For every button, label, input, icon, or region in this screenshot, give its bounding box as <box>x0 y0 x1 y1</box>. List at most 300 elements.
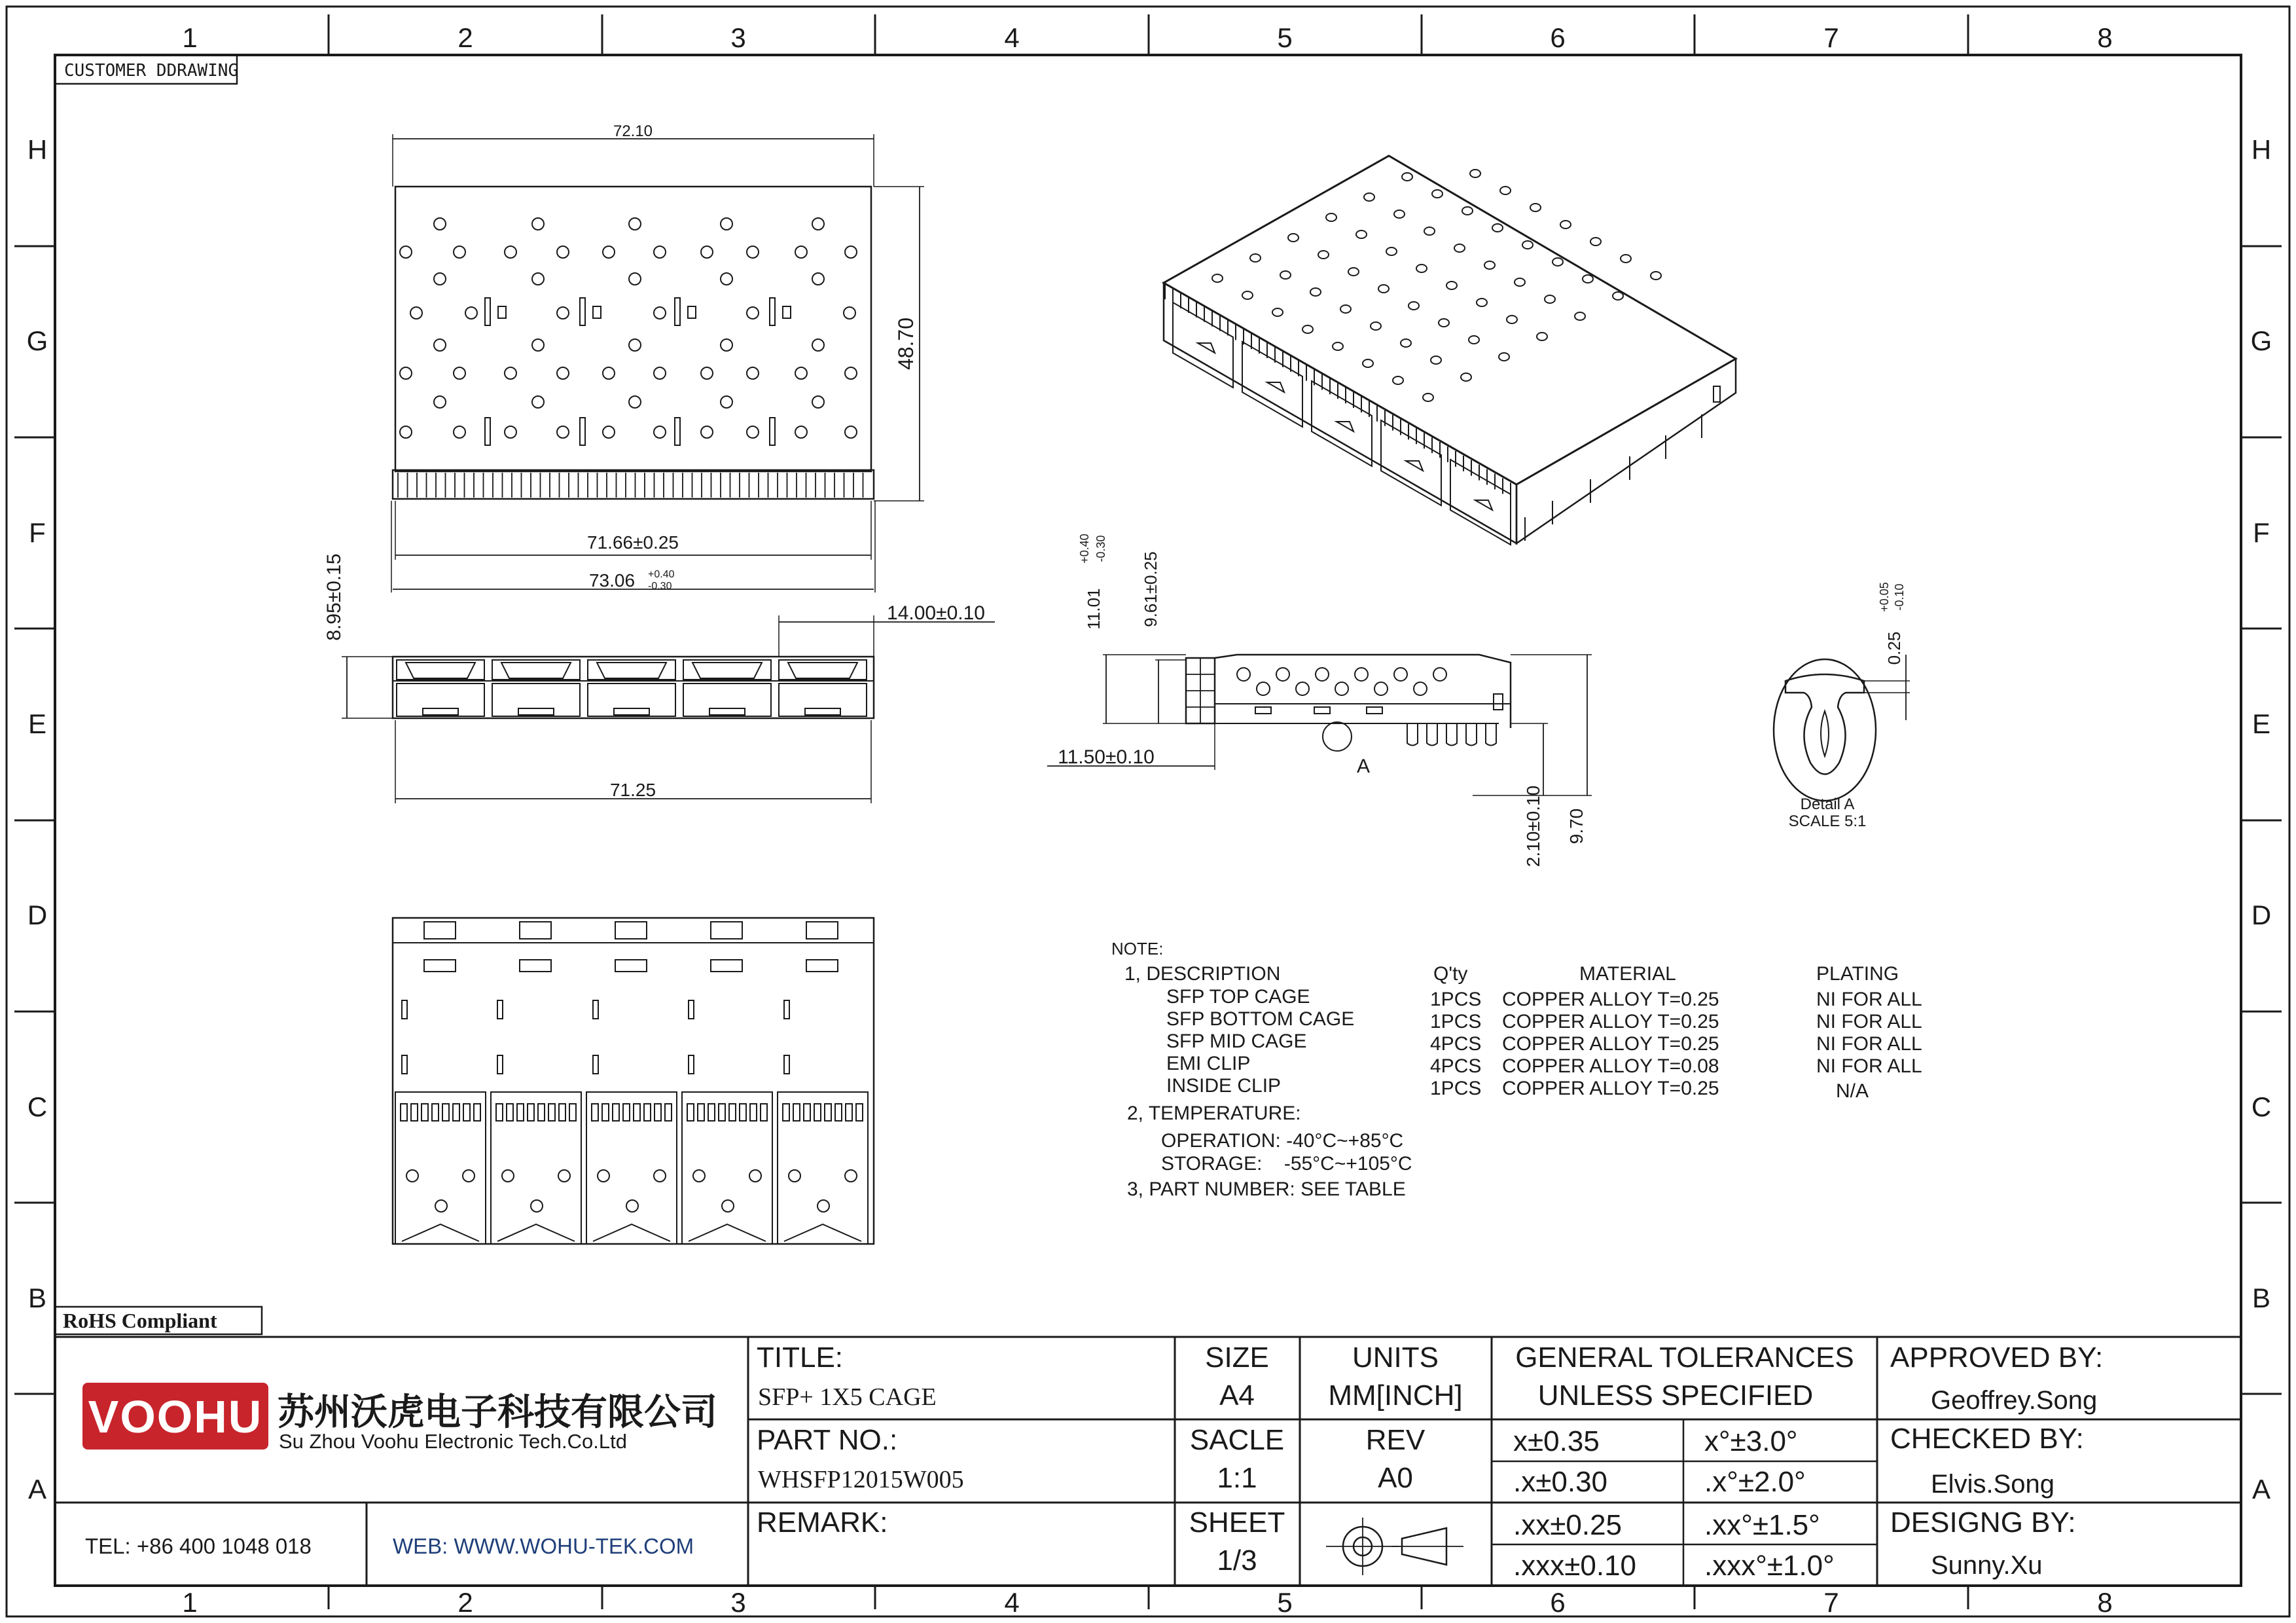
vent-hole <box>721 273 732 285</box>
col-label: 4 <box>1004 1587 1020 1618</box>
vent-hole <box>1302 325 1313 333</box>
row-label: H <box>27 134 48 165</box>
emi-finger <box>463 1104 470 1121</box>
notes-desc: EMI CLIP <box>1166 1053 1251 1074</box>
vent-hole <box>1433 668 1446 681</box>
row-label: F <box>29 517 46 548</box>
col-label: 7 <box>1823 1587 1839 1618</box>
vent-hole <box>434 218 446 230</box>
rev-value: A0 <box>1378 1462 1413 1494</box>
notes-operation: OPERATION: -40°C~+85°C <box>1161 1130 1404 1152</box>
notes-material: COPPER ALLOY T=0.25 <box>1502 1033 1719 1055</box>
tolerance-angular: .xxx°±1.0° <box>1704 1550 1835 1582</box>
port-latch <box>788 663 857 678</box>
vent-hole <box>1423 393 1433 401</box>
slot-mark <box>784 1055 789 1074</box>
vent-hole <box>812 339 824 351</box>
vent-hole <box>1507 316 1517 323</box>
col-label: 1 <box>182 1587 198 1618</box>
emi-finger <box>761 1104 767 1121</box>
press-fit-pin <box>1427 723 1437 746</box>
port-latch <box>1475 500 1492 510</box>
pin-tab <box>1314 707 1330 714</box>
vent-hole <box>1537 333 1547 340</box>
mount-hole <box>654 1170 666 1182</box>
vent-hole <box>1545 295 1555 303</box>
vent-hole <box>1432 190 1443 198</box>
port-bay <box>395 1092 486 1244</box>
port-latch <box>597 663 666 678</box>
dim-top-outer-plus: +0.40 <box>648 569 675 580</box>
dim-detail-thickness: 0.25 <box>1884 631 1904 665</box>
mount-hole <box>406 1170 418 1182</box>
vent-hole <box>505 367 516 379</box>
col-label: 1 <box>182 22 198 53</box>
port-opening <box>683 684 771 716</box>
vent-hole <box>812 396 824 408</box>
vent-hole <box>1288 234 1299 242</box>
port-latch <box>1267 382 1284 392</box>
vent-hole <box>1393 376 1403 384</box>
emi-finger <box>825 1104 831 1121</box>
col-label: 2 <box>457 22 473 53</box>
col-label: 8 <box>2097 1587 2113 1618</box>
vent-hole <box>1575 312 1585 320</box>
latch-tab <box>806 922 838 939</box>
tolerance-angular: x°±3.0° <box>1704 1425 1798 1457</box>
slot-mark <box>783 306 791 318</box>
vent-hole <box>1276 668 1289 681</box>
tolerance-title-2: UNLESS SPECIFIED <box>1537 1379 1814 1412</box>
vent-hole <box>532 339 544 351</box>
vent-hole <box>454 246 465 258</box>
notes-item3: 3, PART NUMBER: SEE TABLE <box>1127 1178 1406 1200</box>
vent-hole <box>1613 292 1623 300</box>
isometric-top-holes <box>1212 170 1661 401</box>
port-latch <box>501 663 571 678</box>
slot-mark <box>402 1055 407 1074</box>
vent-hole <box>747 426 759 438</box>
emi-finger <box>592 1104 598 1121</box>
vent-hole <box>795 246 807 258</box>
col-label: 3 <box>730 1587 746 1618</box>
slot-mark <box>675 418 680 445</box>
vent-hole <box>532 218 544 230</box>
port-latch <box>1406 461 1423 471</box>
slot-mark <box>485 298 490 325</box>
vent-hole <box>812 273 824 285</box>
size-value: A4 <box>1219 1379 1255 1412</box>
mount-hole <box>693 1170 705 1182</box>
vent-hole <box>654 246 666 258</box>
vent-hole <box>1470 170 1480 177</box>
row-label: F <box>2253 517 2270 548</box>
emi-finger <box>740 1104 746 1121</box>
vent-hole <box>1318 251 1329 259</box>
title-block-text <box>757 1341 2103 1582</box>
part-no-value: WHSFP12015W005 <box>758 1466 964 1493</box>
vent-hole <box>721 396 732 408</box>
vent-hole <box>1621 255 1631 263</box>
emi-finger <box>687 1104 694 1121</box>
port-bay <box>586 1092 677 1244</box>
row-label: B <box>2251 1283 2271 1313</box>
slot-mark <box>675 298 680 325</box>
col-label: 4 <box>1004 22 1020 53</box>
vent-hole <box>845 246 857 258</box>
port-latch <box>1336 422 1354 431</box>
mount-hole <box>626 1200 638 1212</box>
vent-hole <box>454 367 465 379</box>
emi-finger <box>548 1104 555 1121</box>
vent-hole <box>1374 682 1388 695</box>
port-opening <box>1242 342 1302 427</box>
port-pin <box>805 708 840 715</box>
slot-mark <box>497 1000 503 1019</box>
approved-value: Geoffrey.Song <box>1931 1386 2098 1415</box>
dim-front-offset: 14.00±0.10 <box>887 602 985 624</box>
emi-finger <box>750 1104 757 1121</box>
vent-hole <box>434 339 446 351</box>
notes-qty: 1PCS <box>1430 989 1482 1010</box>
emi-finger <box>507 1104 513 1121</box>
design-value: Sunny.Xu <box>1931 1551 2043 1580</box>
row-label: D <box>27 900 48 930</box>
spring-line <box>593 1224 670 1241</box>
press-fit-pin <box>1466 723 1477 746</box>
top-view-teeth <box>398 473 863 498</box>
rev-label: REV <box>1365 1424 1426 1456</box>
vent-hole <box>532 273 544 285</box>
port-latch <box>406 663 475 678</box>
side-view-pins <box>1255 707 1496 746</box>
vent-hole <box>1257 682 1270 695</box>
row-label: H <box>2251 134 2272 165</box>
title-block-lines <box>55 1337 2241 1586</box>
emi-finger <box>856 1104 863 1121</box>
pin-tab <box>1367 707 1382 714</box>
mount-hole <box>435 1200 447 1212</box>
latch-slot <box>520 960 551 972</box>
vent-hole <box>629 339 641 351</box>
dim-detail-thickness-plus: +0.05 <box>1878 582 1891 612</box>
dim-side-height-b: 9.61±0.25 <box>1141 551 1160 627</box>
notes-desc: SFP TOP CAGE <box>1166 986 1310 1008</box>
vent-hole <box>1272 308 1283 316</box>
vent-hole <box>1250 254 1261 262</box>
emi-finger <box>496 1104 503 1121</box>
tolerance-linear: .xx±0.25 <box>1513 1509 1623 1541</box>
size-label: SIZE <box>1205 1341 1269 1374</box>
emi-finger <box>665 1104 672 1121</box>
port-pin <box>709 708 745 715</box>
vent-hole <box>1237 668 1250 681</box>
vent-hole <box>654 426 666 438</box>
port-latch <box>692 663 762 678</box>
emi-finger <box>634 1104 640 1121</box>
vent-hole <box>1356 230 1367 238</box>
vent-hole <box>747 367 759 379</box>
vent-hole <box>1530 204 1541 211</box>
notes-plating: NI FOR ALL <box>1816 1055 1922 1077</box>
sheet-label: SHEET <box>1189 1506 1285 1539</box>
approved-label: APPROVED BY: <box>1890 1341 2104 1374</box>
vent-hole <box>1364 193 1374 201</box>
vent-hole <box>1242 291 1253 299</box>
latch-tab <box>520 922 551 939</box>
tolerance-linear: .x±0.30 <box>1513 1466 1608 1498</box>
tolerance-angular: .xx°±1.5° <box>1704 1509 1820 1541</box>
units-value: MM[INCH] <box>1328 1379 1463 1412</box>
company-web: WEB: WWW.WOHU-TEK.COM <box>393 1534 694 1558</box>
part-no-label: PART NO.: <box>757 1424 898 1456</box>
mount-hole <box>531 1200 543 1212</box>
dim-top-outer-width: 73.06 <box>588 570 636 591</box>
vent-hole <box>795 367 807 379</box>
row-label: A <box>2251 1474 2271 1504</box>
voohu-logo-text: VOOHU <box>88 1391 263 1442</box>
emi-finger <box>814 1104 821 1121</box>
sheet-value: 1/3 <box>1217 1544 1257 1577</box>
emi-finger <box>698 1104 704 1121</box>
slot-mark <box>770 298 775 325</box>
vent-hole <box>434 396 446 408</box>
vent-hole <box>603 246 615 258</box>
row-label: B <box>27 1283 47 1313</box>
emi-finger <box>793 1104 800 1121</box>
mount-hole <box>817 1200 829 1212</box>
notes-qty: 4PCS <box>1430 1055 1482 1077</box>
emi-finger <box>538 1104 545 1121</box>
port-opening <box>1450 460 1511 545</box>
vent-hole <box>1469 336 1479 344</box>
vent-hole <box>629 396 641 408</box>
vent-hole <box>1583 275 1593 283</box>
mount-hole <box>845 1170 857 1182</box>
vent-hole <box>1590 238 1601 246</box>
emi-finger <box>432 1104 439 1121</box>
tolerance-linear: x±0.35 <box>1513 1425 1600 1457</box>
vent-hole <box>557 367 569 379</box>
isometric-view <box>1164 156 1736 545</box>
top-view <box>391 134 924 593</box>
detail-a-title: Detail A <box>1800 795 1855 813</box>
row-label: G <box>26 325 48 356</box>
vent-hole <box>701 367 713 379</box>
drawing-frame <box>7 7 2289 1616</box>
col-label: 6 <box>1550 1587 1566 1618</box>
rohs-label: RoHS Compliant <box>63 1309 217 1332</box>
company-tel: TEL: +86 400 1048 018 <box>85 1534 312 1558</box>
vent-hole <box>557 246 569 258</box>
vent-hole <box>1402 173 1412 181</box>
col-label: 8 <box>2097 22 2113 53</box>
port-bay <box>778 1092 868 1244</box>
port-pin <box>423 708 458 715</box>
vent-hole <box>1335 682 1348 695</box>
notes-desc: SFP BOTTOM CAGE <box>1166 1008 1355 1030</box>
vent-hole <box>701 426 713 438</box>
port-opening <box>1312 381 1372 466</box>
port-pin <box>614 708 649 715</box>
emi-finger <box>474 1104 480 1121</box>
vent-hole <box>1484 261 1495 269</box>
remark-label: REMARK: <box>757 1506 888 1539</box>
tolerance-linear: .xxx±0.10 <box>1513 1550 1637 1582</box>
emi-finger <box>835 1104 842 1121</box>
emi-finger <box>569 1104 576 1121</box>
mount-hole <box>789 1170 800 1182</box>
vent-hole <box>400 367 412 379</box>
vent-hole <box>603 426 615 438</box>
row-label: D <box>2251 900 2272 930</box>
checked-value: Elvis.Song <box>1931 1470 2054 1499</box>
port-opening <box>397 684 484 716</box>
slot-mark <box>770 418 775 445</box>
row-label: G <box>2250 325 2272 356</box>
mount-hole <box>558 1170 570 1182</box>
customer-drawing-label: CUSTOMER DDRAWING <box>64 61 239 81</box>
notes-plating: NI FOR ALL <box>1816 989 1922 1010</box>
slot-mark <box>485 418 490 445</box>
vent-hole <box>1371 322 1381 330</box>
press-fit-pin <box>1446 723 1457 746</box>
slot-mark <box>593 1000 598 1019</box>
dim-side-pin-a: 2.10±0.10 <box>1523 785 1543 867</box>
emi-finger <box>613 1104 619 1121</box>
detail-a-view <box>1774 655 1910 801</box>
vent-hole <box>1414 682 1427 695</box>
isometric-front-ports <box>1165 283 1511 545</box>
notes-material: COPPER ALLOY T=0.25 <box>1502 989 1719 1010</box>
vent-hole <box>701 246 713 258</box>
vent-hole <box>1439 319 1449 327</box>
vent-hole <box>1515 278 1525 286</box>
notes-plating: N/A <box>1836 1080 1869 1102</box>
press-fit-pin <box>1407 723 1418 746</box>
vent-hole <box>1431 356 1441 364</box>
vent-hole <box>557 426 569 438</box>
notes-plating: NI FOR ALL <box>1816 1033 1922 1055</box>
slot-mark <box>593 1055 598 1074</box>
vent-hole <box>557 307 569 319</box>
latch-tab <box>615 922 647 939</box>
notes-plating: NI FOR ALL <box>1816 1011 1922 1032</box>
port-pin <box>518 708 554 715</box>
vent-hole <box>505 246 516 258</box>
vent-hole <box>1348 268 1359 276</box>
notes-block <box>1111 939 1922 1200</box>
vent-hole <box>1651 272 1661 280</box>
row-label: E <box>27 708 47 739</box>
slot-mark <box>580 418 585 445</box>
vent-hole <box>1363 359 1373 367</box>
vent-hole <box>434 273 446 285</box>
design-label: DESIGNG BY: <box>1890 1506 2076 1539</box>
dim-front-height: 8.95±0.15 <box>323 553 345 641</box>
vent-hole <box>1552 258 1563 266</box>
side-tab <box>1713 386 1720 402</box>
notes-material: COPPER ALLOY T=0.25 <box>1502 1011 1719 1032</box>
bottom-view-cells <box>395 922 868 1244</box>
mount-hole <box>722 1200 734 1212</box>
emi-finger <box>528 1104 534 1121</box>
slot-mark <box>784 1000 789 1019</box>
col-label: 2 <box>457 1587 473 1618</box>
vent-hole <box>1454 244 1465 252</box>
mount-hole <box>749 1170 761 1182</box>
title-value: SFP+ 1X5 CAGE <box>758 1383 937 1411</box>
col-label: 5 <box>1277 22 1293 53</box>
vent-hole <box>1280 271 1291 279</box>
notes-item1: 1, DESCRIPTION <box>1124 963 1281 985</box>
vent-hole <box>454 426 465 438</box>
pin-tab <box>1255 707 1271 714</box>
bottom-view <box>393 918 874 1244</box>
title-label: TITLE: <box>757 1341 844 1374</box>
press-fit-pin <box>1486 723 1496 746</box>
vent-hole <box>654 367 666 379</box>
emi-finger <box>401 1104 407 1121</box>
vent-hole <box>1333 342 1343 350</box>
detail-a-marker <box>1323 722 1352 751</box>
slot-mark <box>689 1055 694 1074</box>
vent-hole <box>1378 285 1389 293</box>
vent-hole <box>1560 221 1571 228</box>
vent-hole <box>1492 224 1503 232</box>
slot-mark <box>580 298 585 325</box>
vent-hole <box>400 426 412 438</box>
frame-zone-labels <box>27 22 2272 1618</box>
col-label: 7 <box>1823 22 1839 53</box>
vent-hole <box>1355 668 1368 681</box>
col-label: 6 <box>1550 22 1566 53</box>
vent-hole <box>845 367 857 379</box>
top-view-holes <box>400 218 857 438</box>
emi-finger <box>559 1104 565 1121</box>
mount-hole <box>463 1170 475 1182</box>
side-view <box>1047 655 1592 795</box>
vent-hole <box>465 307 477 319</box>
notes-item2: 2, TEMPERATURE: <box>1127 1103 1301 1124</box>
vent-hole <box>747 246 759 258</box>
emi-finger <box>422 1104 428 1121</box>
vent-hole <box>1394 668 1407 681</box>
vent-hole <box>1499 353 1509 361</box>
vent-hole <box>845 426 857 438</box>
slot-mark <box>689 1000 694 1019</box>
emi-finger <box>453 1104 459 1121</box>
front-view-ports <box>397 660 867 716</box>
vent-hole <box>1296 682 1309 695</box>
emi-finger <box>846 1104 852 1121</box>
front-view <box>342 615 995 803</box>
row-label: E <box>2251 708 2271 739</box>
vent-hole <box>1326 213 1336 221</box>
vent-hole <box>1408 302 1419 310</box>
spring-line <box>784 1224 861 1241</box>
latch-slot <box>424 960 456 972</box>
vent-hole <box>1386 247 1397 255</box>
scale-value: 1:1 <box>1217 1462 1257 1494</box>
port-bay <box>682 1092 772 1244</box>
dim-top-height: 48.70 <box>894 317 918 371</box>
port-bay <box>491 1092 581 1244</box>
vent-hole <box>747 307 759 319</box>
notes-desc: INSIDE CLIP <box>1166 1075 1282 1097</box>
vent-hole <box>1462 207 1473 215</box>
vent-hole <box>654 307 666 319</box>
